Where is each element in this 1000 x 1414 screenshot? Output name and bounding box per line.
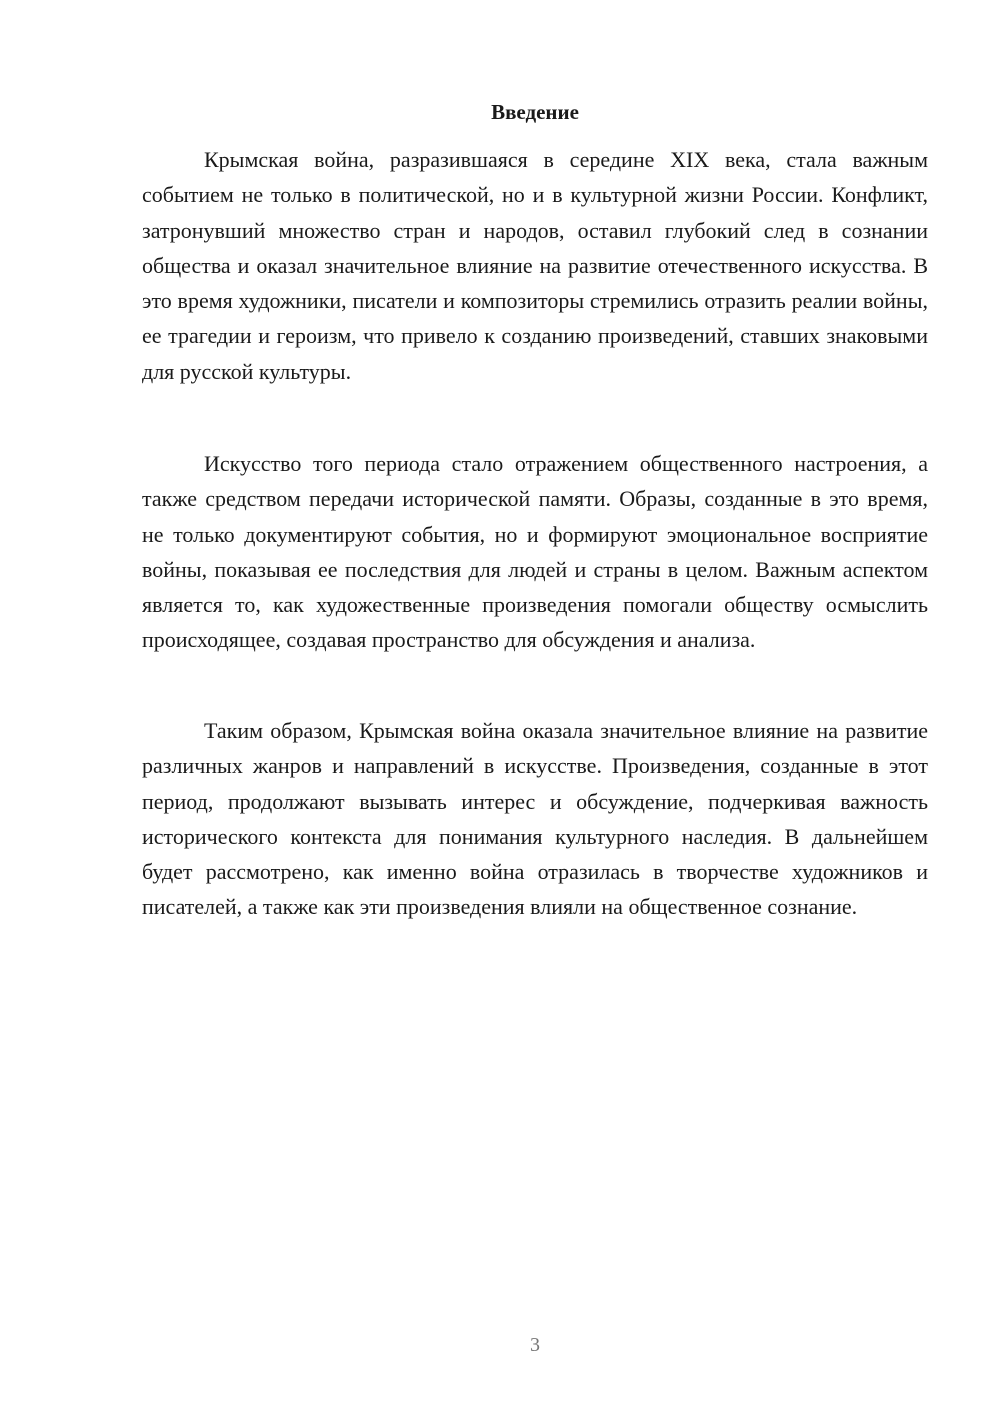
page-number: 3 bbox=[530, 1334, 540, 1356]
section-heading: Введение bbox=[491, 100, 579, 124]
paragraph-3: Таким образом, Крымская война оказала значительное влияние на развитие различных жанров и направлений в искусстве. Произведения, созданные в этот период, продолжают вызывать интерес и обсуждение, подчеркивая важность исторического контекста для понимания культурного наследия. В дальнейшем будет рассмотрено, как именно война отразилась в творчестве художников и писателей, а также как эти произведения влияли на общественное сознание. bbox=[142, 718, 928, 920]
paragraph-1: Крымская война, разразившаяся в середине XIX века, стала важным событием не только в политической, но и в культурной жизни России. Конфликт, затронувший множество стран и народов, оставил глубокий след в сознании общества и оказал значительное влияние на развитие отечественного искусства. В это время художники, писатели и композиторы стремились отразить реалии войны, ее трагедии и героизм, что привело к созданию произведений, ставших знаковыми для русской культуры. bbox=[142, 147, 928, 384]
paragraph-2: Искусство того периода стало отражением общественного настроения, а также средством передачи исторической памяти. Образы, созданные в это время, не только документируют события, но и формируют эмоциональное восприятие войны, показывая ее последствия для людей и страны в целом. Важным аспектом является то, как художественные произведения помогали обществу осмыслить происходящее, создавая пространство для обсуждения и анализа. bbox=[142, 451, 928, 653]
